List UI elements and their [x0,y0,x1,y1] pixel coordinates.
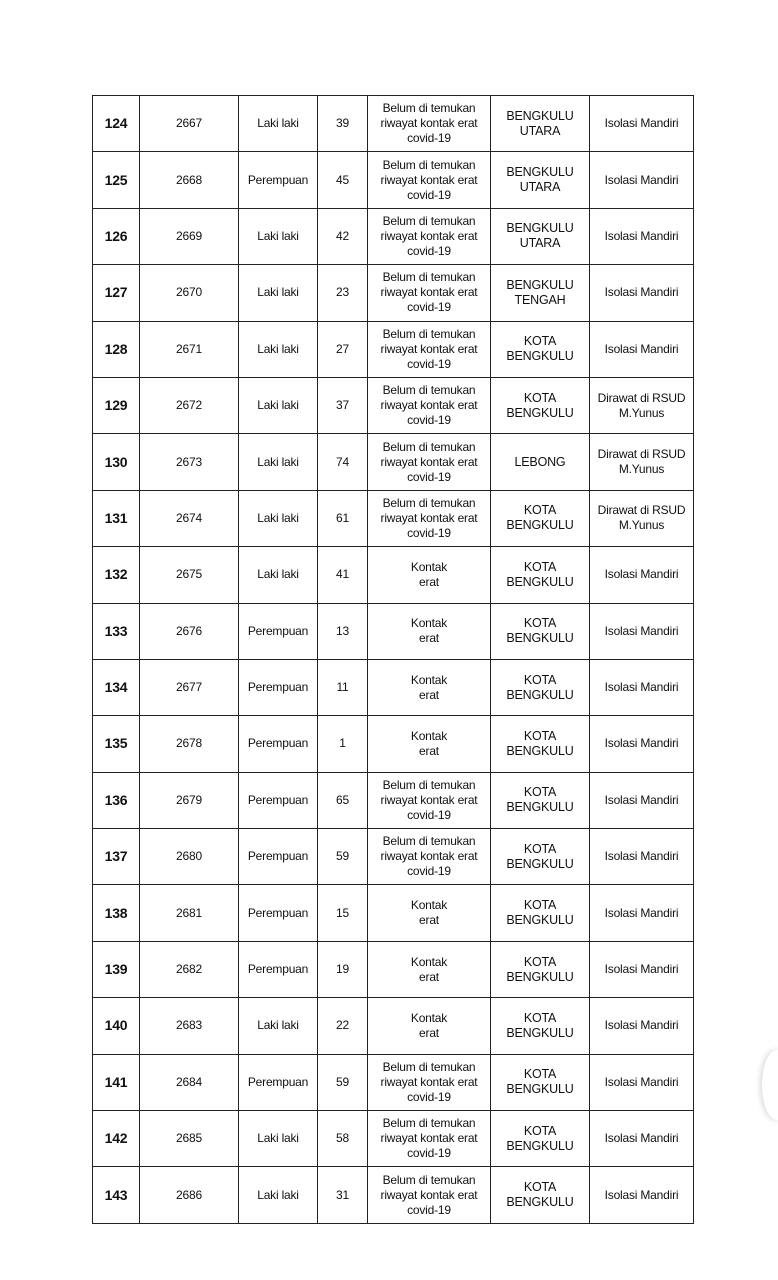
case-number-cell: 139 [93,941,140,997]
case-number-cell: 124 [93,96,140,152]
case-number-cell: 138 [93,885,140,941]
contact-history-cell: Belum di temukan riwayat kontak erat covid-19 [368,377,491,433]
region-cell: KOTA BENGKULU [491,1111,590,1167]
age-cell: 11 [318,659,368,715]
case-code-cell: 2684 [140,1054,239,1110]
region-cell: KOTA BENGKULU [491,716,590,772]
contact-history-cell: Kontak erat [368,941,491,997]
age-cell: 61 [318,490,368,546]
table-row [93,1167,694,1223]
contact-history-cell: Belum di temukan riwayat kontak erat covid-19 [368,321,491,377]
region-cell: KOTA BENGKULU [491,659,590,715]
age-cell: 58 [318,1111,368,1167]
case-number-cell: 143 [93,1167,140,1223]
care-status-cell: Dirawat di RSUD M.Yunus [590,434,694,490]
case-number-cell: 129 [93,377,140,433]
table-row [93,1111,694,1167]
case-code-cell: 2674 [140,490,239,546]
age-cell: 13 [318,603,368,659]
case-code-cell: 2671 [140,321,239,377]
gender-cell: Perempuan [239,772,318,828]
region-cell: BENGKULU TENGAH [491,265,590,321]
gender-cell: Perempuan [239,941,318,997]
age-cell: 19 [318,941,368,997]
case-number-cell: 128 [93,321,140,377]
gender-cell: Perempuan [239,885,318,941]
age-cell: 42 [318,208,368,264]
care-status-cell: Isolasi Mandiri [590,1111,694,1167]
age-cell: 31 [318,1167,368,1223]
case-code-cell: 2675 [140,547,239,603]
case-code-cell: 2680 [140,829,239,885]
table-row [93,96,694,152]
contact-history-cell: Kontak erat [368,603,491,659]
gender-cell: Laki laki [239,547,318,603]
case-number-cell: 136 [93,772,140,828]
page-edge-shadow [762,1050,778,1120]
case-code-cell: 2668 [140,152,239,208]
gender-cell: Laki laki [239,321,318,377]
region-cell: KOTA BENGKULU [491,603,590,659]
table-row [93,998,694,1054]
case-table [92,95,694,1224]
contact-history-cell: Kontak erat [368,659,491,715]
region-cell: KOTA BENGKULU [491,772,590,828]
gender-cell: Perempuan [239,603,318,659]
contact-history-cell: Belum di temukan riwayat kontak erat covid-19 [368,265,491,321]
gender-cell: Laki laki [239,1111,318,1167]
care-status-cell: Dirawat di RSUD M.Yunus [590,377,694,433]
gender-cell: Perempuan [239,659,318,715]
case-number-cell: 130 [93,434,140,490]
care-status-cell: Isolasi Mandiri [590,829,694,885]
case-code-cell: 2681 [140,885,239,941]
table-row [93,152,694,208]
case-code-cell: 2669 [140,208,239,264]
care-status-cell: Isolasi Mandiri [590,208,694,264]
care-status-cell: Isolasi Mandiri [590,265,694,321]
gender-cell: Laki laki [239,265,318,321]
care-status-cell: Isolasi Mandiri [590,1054,694,1110]
contact-history-cell: Belum di temukan riwayat kontak erat covid-19 [368,1167,491,1223]
region-cell: KOTA BENGKULU [491,941,590,997]
contact-history-cell: Kontak erat [368,716,491,772]
contact-history-cell: Belum di temukan riwayat kontak erat covid-19 [368,208,491,264]
region-cell: KOTA BENGKULU [491,1054,590,1110]
region-cell: KOTA BENGKULU [491,490,590,546]
table-row [93,659,694,715]
case-code-cell: 2678 [140,716,239,772]
region-cell: BENGKULU UTARA [491,208,590,264]
age-cell: 39 [318,96,368,152]
contact-history-cell: Belum di temukan riwayat kontak erat covid-19 [368,1111,491,1167]
contact-history-cell: Belum di temukan riwayat kontak erat covid-19 [368,434,491,490]
case-code-cell: 2672 [140,377,239,433]
table-row [93,265,694,321]
gender-cell: Laki laki [239,998,318,1054]
care-status-cell: Isolasi Mandiri [590,998,694,1054]
care-status-cell: Isolasi Mandiri [590,152,694,208]
table-row [93,377,694,433]
gender-cell: Perempuan [239,152,318,208]
care-status-cell: Isolasi Mandiri [590,659,694,715]
age-cell: 1 [318,716,368,772]
contact-history-cell: Belum di temukan riwayat kontak erat covid-19 [368,152,491,208]
age-cell: 65 [318,772,368,828]
region-cell: KOTA BENGKULU [491,829,590,885]
care-status-cell: Isolasi Mandiri [590,603,694,659]
table-row [93,208,694,264]
region-cell: KOTA BENGKULU [491,1167,590,1223]
case-code-cell: 2677 [140,659,239,715]
care-status-cell: Isolasi Mandiri [590,716,694,772]
age-cell: 45 [318,152,368,208]
care-status-cell: Isolasi Mandiri [590,885,694,941]
care-status-cell: Isolasi Mandiri [590,941,694,997]
region-cell: BENGKULU UTARA [491,96,590,152]
table-row [93,885,694,941]
contact-history-cell: Kontak erat [368,885,491,941]
case-code-cell: 2667 [140,96,239,152]
contact-history-cell: Belum di temukan riwayat kontak erat covid-19 [368,96,491,152]
region-cell: KOTA BENGKULU [491,321,590,377]
gender-cell: Laki laki [239,1167,318,1223]
table-row [93,490,694,546]
region-cell: KOTA BENGKULU [491,885,590,941]
age-cell: 59 [318,829,368,885]
contact-history-cell: Kontak erat [368,547,491,603]
case-number-cell: 134 [93,659,140,715]
case-code-cell: 2686 [140,1167,239,1223]
age-cell: 41 [318,547,368,603]
care-status-cell: Dirawat di RSUD M.Yunus [590,490,694,546]
age-cell: 37 [318,377,368,433]
case-number-cell: 133 [93,603,140,659]
case-code-cell: 2676 [140,603,239,659]
case-code-cell: 2682 [140,941,239,997]
table-row [93,941,694,997]
case-code-cell: 2683 [140,998,239,1054]
case-number-cell: 126 [93,208,140,264]
age-cell: 15 [318,885,368,941]
case-code-cell: 2670 [140,265,239,321]
gender-cell: Perempuan [239,716,318,772]
age-cell: 23 [318,265,368,321]
contact-history-cell: Belum di temukan riwayat kontak erat covid-19 [368,490,491,546]
care-status-cell: Isolasi Mandiri [590,772,694,828]
table-row [93,321,694,377]
case-code-cell: 2673 [140,434,239,490]
care-status-cell: Isolasi Mandiri [590,321,694,377]
age-cell: 27 [318,321,368,377]
table-row [93,829,694,885]
table-row [93,603,694,659]
gender-cell: Laki laki [239,96,318,152]
gender-cell: Laki laki [239,490,318,546]
case-number-cell: 137 [93,829,140,885]
table-row [93,772,694,828]
table-row [93,434,694,490]
table-row [93,716,694,772]
table-body [93,96,694,1224]
case-code-cell: 2679 [140,772,239,828]
age-cell: 22 [318,998,368,1054]
care-status-cell: Isolasi Mandiri [590,547,694,603]
contact-history-cell: Kontak erat [368,998,491,1054]
care-status-cell: Isolasi Mandiri [590,96,694,152]
case-number-cell: 131 [93,490,140,546]
contact-history-cell: Belum di temukan riwayat kontak erat covid-19 [368,772,491,828]
care-status-cell: Isolasi Mandiri [590,1167,694,1223]
case-code-cell: 2685 [140,1111,239,1167]
case-number-cell: 125 [93,152,140,208]
table-row [93,1054,694,1110]
gender-cell: Laki laki [239,377,318,433]
region-cell: KOTA BENGKULU [491,377,590,433]
gender-cell: Laki laki [239,208,318,264]
case-number-cell: 141 [93,1054,140,1110]
case-number-cell: 140 [93,998,140,1054]
case-number-cell: 127 [93,265,140,321]
gender-cell: Perempuan [239,1054,318,1110]
contact-history-cell: Belum di temukan riwayat kontak erat covid-19 [368,1054,491,1110]
age-cell: 74 [318,434,368,490]
case-number-cell: 142 [93,1111,140,1167]
region-cell: KOTA BENGKULU [491,547,590,603]
table-row [93,547,694,603]
region-cell: KOTA BENGKULU [491,998,590,1054]
case-number-cell: 132 [93,547,140,603]
gender-cell: Perempuan [239,829,318,885]
region-cell: LEBONG [491,434,590,490]
gender-cell: Laki laki [239,434,318,490]
region-cell: BENGKULU UTARA [491,152,590,208]
contact-history-cell: Belum di temukan riwayat kontak erat covid-19 [368,829,491,885]
age-cell: 59 [318,1054,368,1110]
case-number-cell: 135 [93,716,140,772]
